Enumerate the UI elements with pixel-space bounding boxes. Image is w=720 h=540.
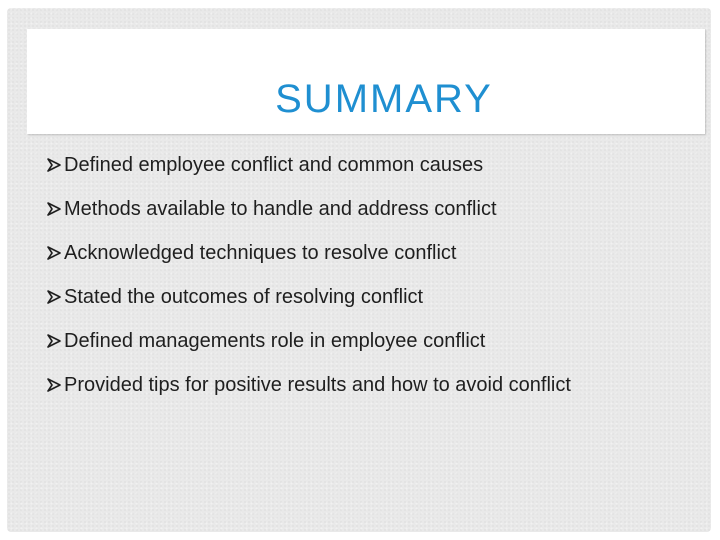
arrow-icon [46,377,62,393]
bullet-item [46,154,571,198]
title-box [27,29,705,134]
arrow-icon [46,333,62,349]
arrow-icon [46,157,62,173]
bullet-item [46,330,571,374]
bullet-item [46,374,571,418]
arrow-icon [46,245,62,261]
bullet-text: Defined employee conflict and common causes [64,154,484,176]
bullet-text: Stated the outcomes of resolving conflict [64,286,424,308]
slide-title: SUMMARY [275,77,493,121]
bullet-text: Methods available to handle and address conflict [64,198,497,220]
bullet-text: Defined managements role in employee conflict [64,330,486,352]
bullet-list [46,154,571,418]
bullet-text: Acknowledged techniques to resolve conflict [64,242,457,264]
arrow-icon [46,201,62,217]
bullet-item [46,242,571,286]
bullet-item [46,286,571,330]
arrow-icon [46,289,62,305]
bullet-item [46,198,571,242]
bullet-text: Provided tips for positive results and how to avoid conflict [64,374,571,396]
